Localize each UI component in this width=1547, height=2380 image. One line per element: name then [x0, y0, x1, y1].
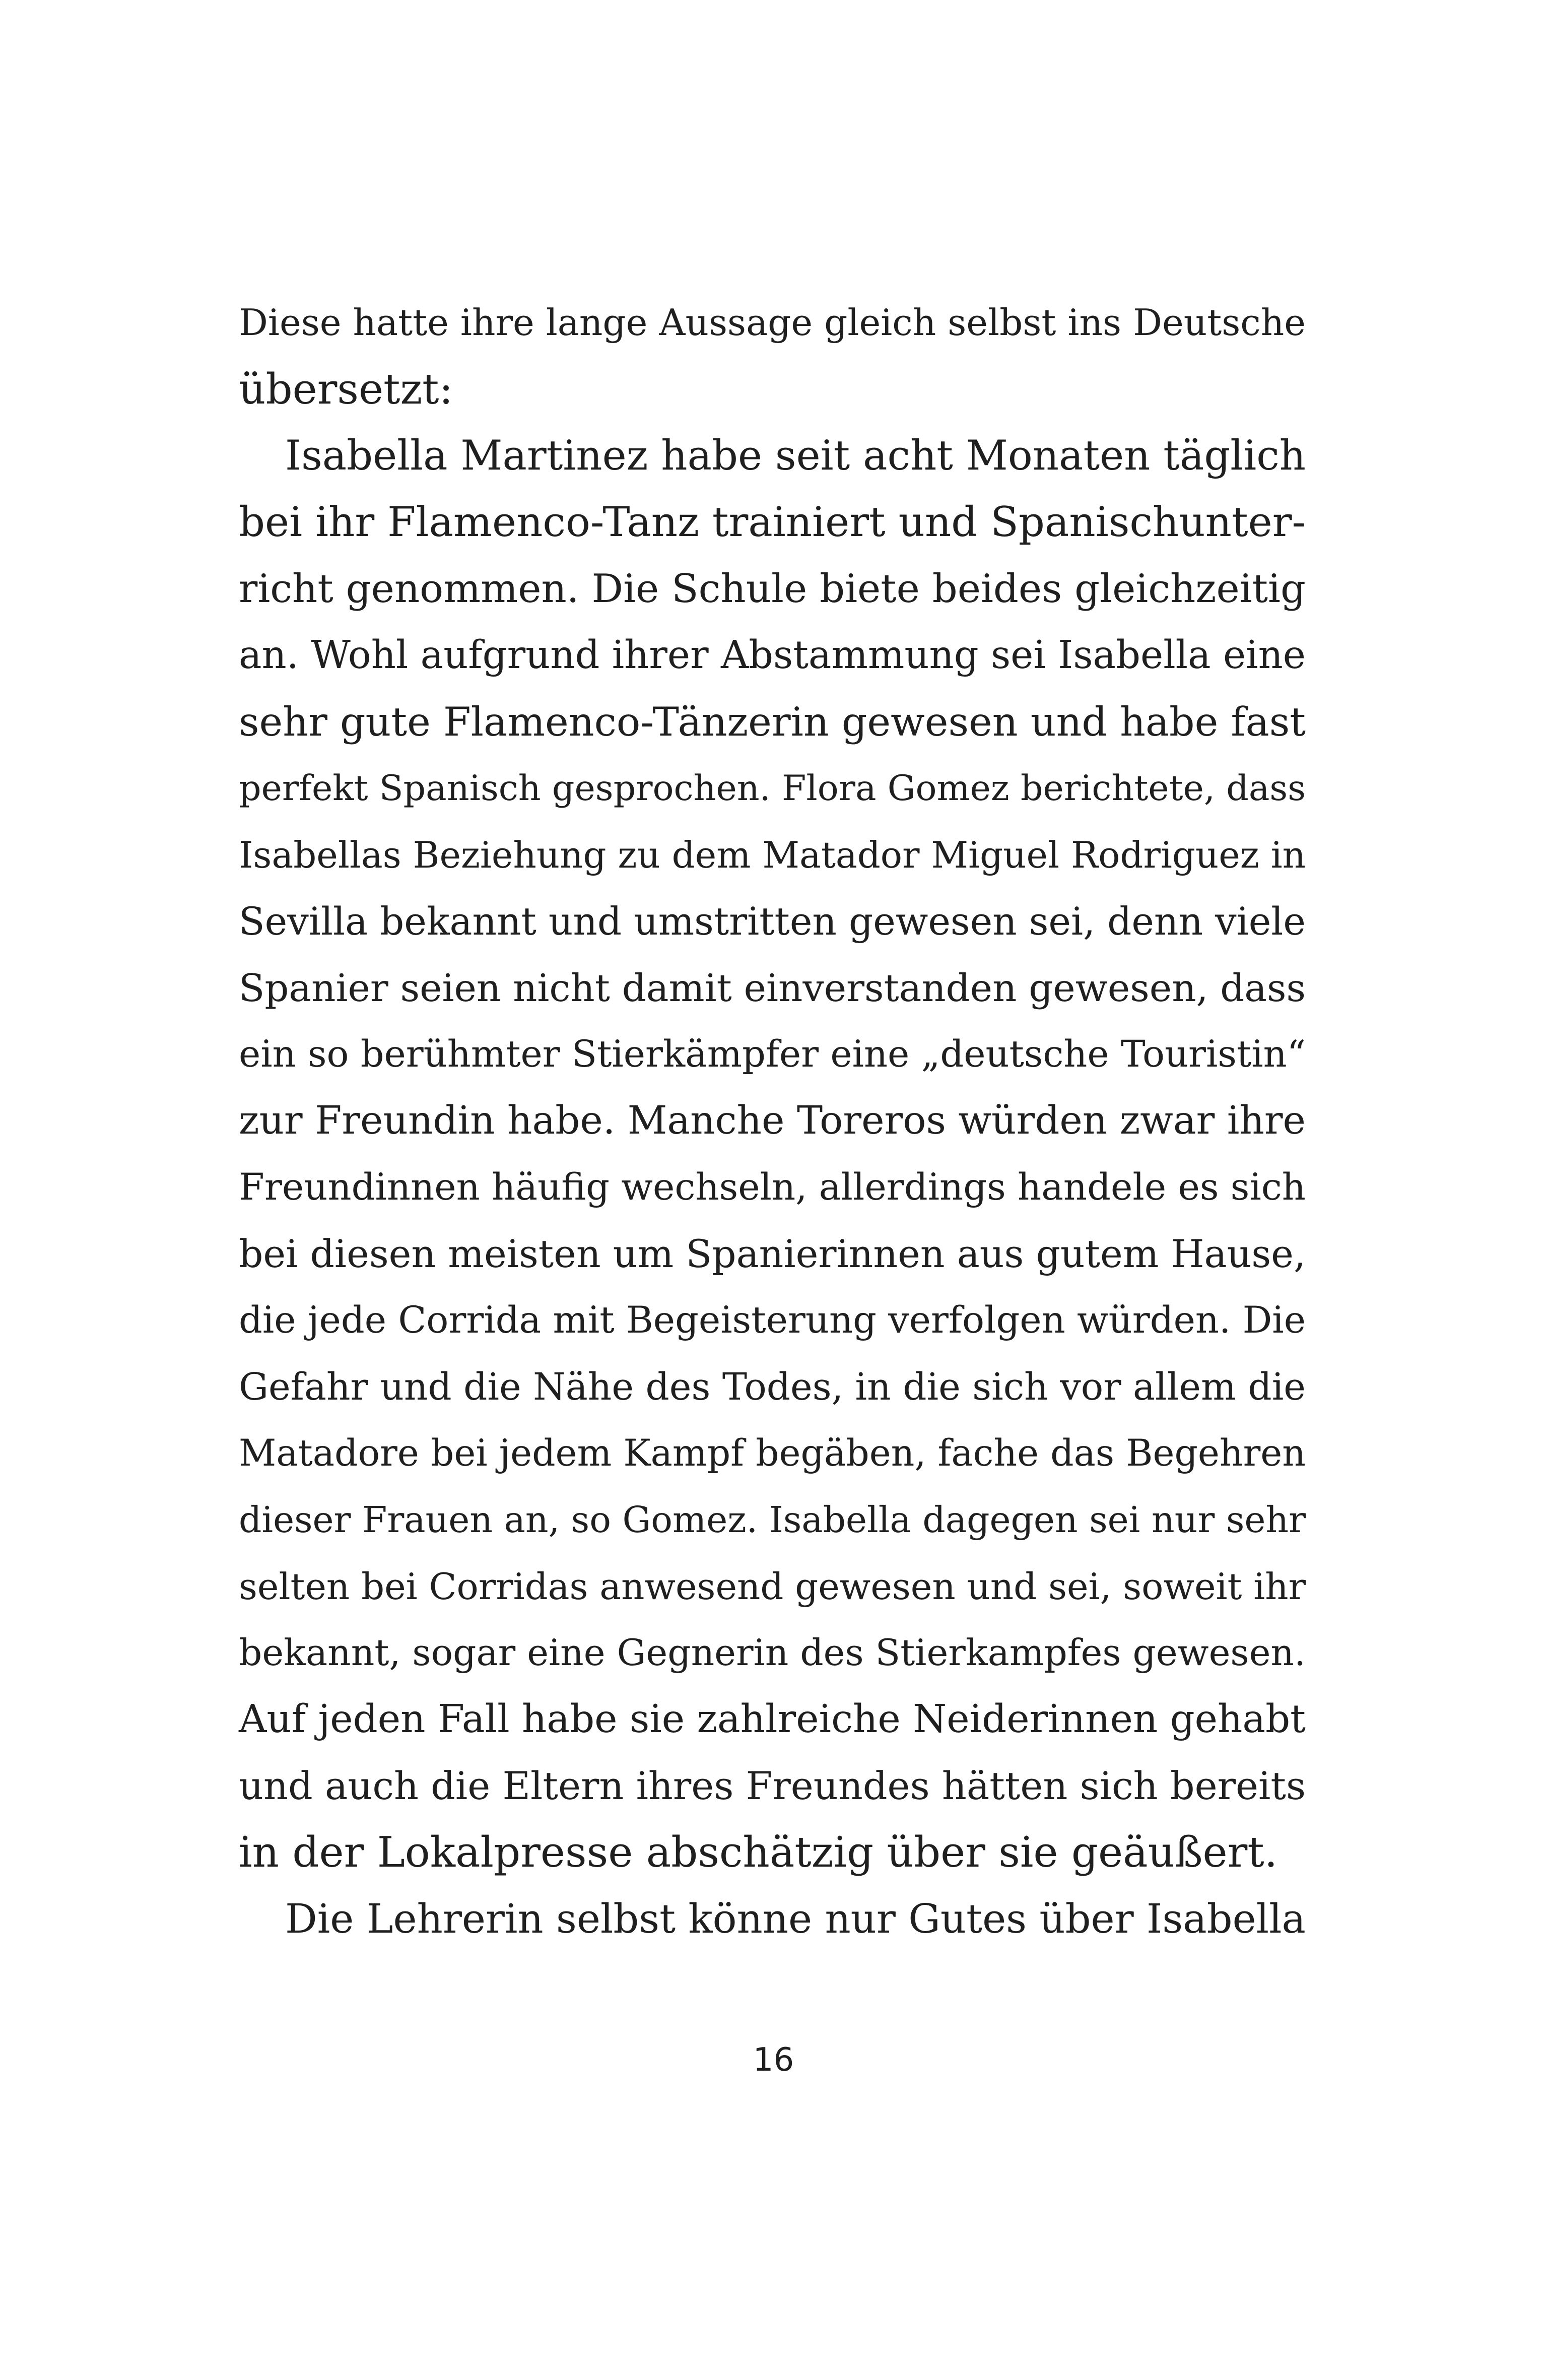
text-line: Auf jeden Fall habe sie zahlreiche Neiderinnen gehabt [239, 1697, 1306, 1742]
text-line: in der Lokalpresse abschätzig über sie geäußert. [239, 1828, 1278, 1877]
text-line: dieser Frauen an, so Gomez. Isabella dagegen sei nur sehr [239, 1499, 1306, 1541]
text-line: richt genommen. Die Schule biete beides gleichzeitig [239, 566, 1306, 612]
text-line: Die Lehrerin selbst könne nur Gutes über Isabella [285, 1895, 1306, 1942]
text-line: Spanier seien nicht damit einverstanden gewesen, dass [239, 966, 1306, 1010]
text-line: übersetzt: [239, 365, 453, 414]
text-line: selten bei Corridas anwesend gewesen und sei, soweit ihr [239, 1565, 1306, 1608]
text-line: Isabellas Beziehung zu dem Matador Miguel Rodriguez in [239, 834, 1306, 876]
text-line: Diese hatte ihre lange Aussage gleich selbst ins Deutsche [239, 302, 1306, 344]
body-text [239, 290, 1306, 1952]
text-line: Isabella Martinez habe seit acht Monaten täglich [285, 432, 1306, 480]
text-line: Gefahr und die Nähe des Todes, in die sich vor allem die [239, 1365, 1306, 1409]
text-line: sehr gute Flamenco-Tänzerin gewesen und habe fast [239, 699, 1306, 745]
text-line: bei diesen meisten um Spanierinnen aus gutem Hause, [239, 1232, 1306, 1276]
text-line: Matadore bei jedem Kampf begäben, fache das Begehren [239, 1432, 1306, 1475]
text-line: Freundinnen häufig wechseln, allerdings handele es sich [239, 1166, 1306, 1209]
text-line: bei ihr Flamenco-Tanz trainiert und Spanischunter- [239, 499, 1306, 546]
text-line: die jede Corrida mit Begeisterung verfolgen würden. Die [239, 1299, 1306, 1342]
text-line: und auch die Eltern ihres Freundes hätten sich bereits [239, 1763, 1306, 1808]
text-line: zur Freundin habe. Manche Toreros würden zwar ihre [239, 1098, 1306, 1143]
text-line: an. Wohl aufgrund ihrer Abstammung sei Isabella eine [239, 633, 1306, 678]
page-number: 16 [753, 2041, 794, 2079]
text-line: perfekt Spanisch gesprochen. Flora Gomez berichtete, dass [239, 768, 1306, 809]
text-line: bekannt, sogar eine Gegnerin des Stierkampfes gewesen. [239, 1632, 1306, 1674]
text-line: ein so berühmter Stierkämpfer eine „deutsche Touristin“ [239, 1033, 1306, 1076]
text-line: Sevilla bekannt und umstritten gewesen sei, denn viele [239, 899, 1306, 944]
